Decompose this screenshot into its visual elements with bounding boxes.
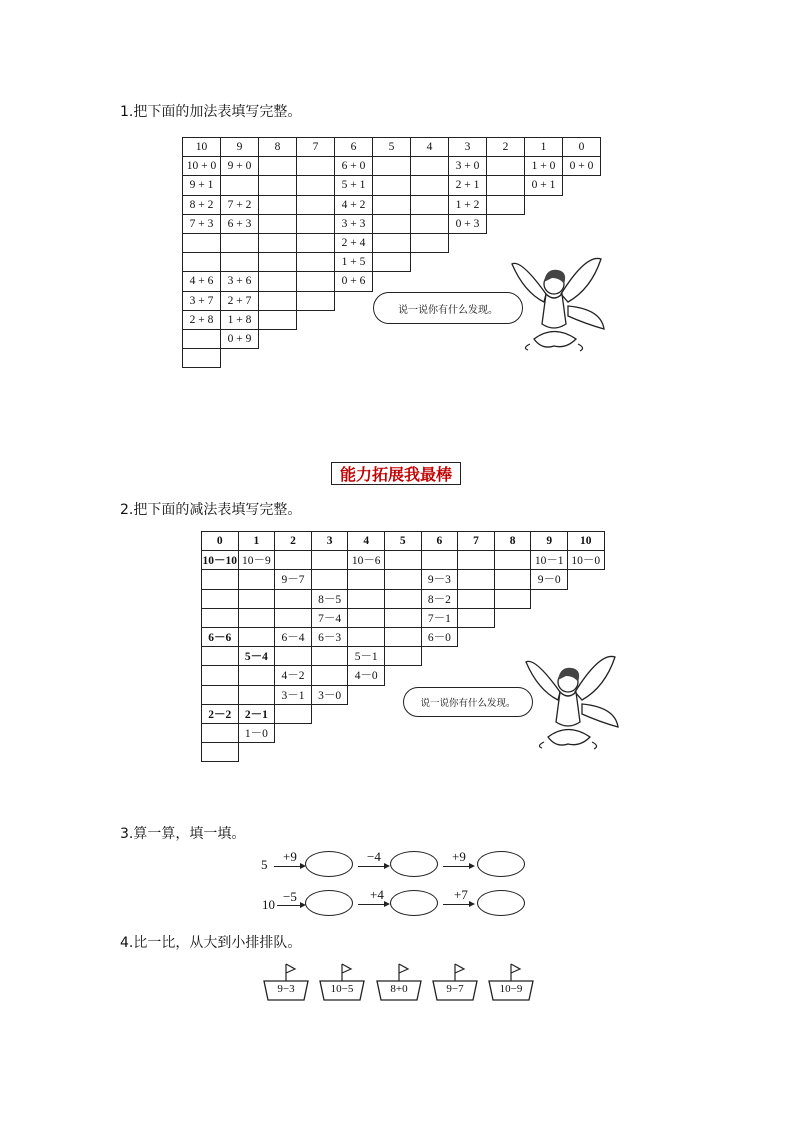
header-cell: 1: [238, 531, 276, 551]
blank-cell[interactable]: [258, 175, 297, 195]
q2-title: 2.把下面的减法表填写完整。: [120, 502, 302, 518]
table-cell: 4－2: [274, 665, 312, 685]
blank-cell[interactable]: [347, 569, 385, 589]
blank-cell[interactable]: [384, 627, 422, 647]
table-cell: 10－0: [567, 550, 605, 570]
blank-cell[interactable]: [258, 252, 297, 272]
blank-cell[interactable]: [296, 195, 335, 215]
blank-cell[interactable]: [258, 156, 297, 176]
header-cell: 4: [347, 531, 385, 551]
blank-cell[interactable]: [201, 569, 239, 589]
table-cell: 10－10: [201, 550, 239, 570]
blank-cell[interactable]: [182, 233, 221, 253]
table-cell: 3 + 6: [220, 271, 259, 291]
chain1-op3: +9: [452, 849, 466, 864]
blank-cell[interactable]: [201, 742, 239, 762]
header-cell: 10: [567, 531, 605, 551]
blank-cell[interactable]: [372, 233, 411, 253]
flag-icon: [375, 960, 423, 1004]
table-cell: 5－4: [238, 646, 276, 666]
table-cell: 1－0: [238, 723, 276, 743]
blank-cell[interactable]: [182, 348, 221, 368]
blank-cell[interactable]: [494, 569, 532, 589]
blank-cell[interactable]: [410, 233, 449, 253]
chain2-arrow3: [443, 904, 473, 905]
flag-icon: [487, 960, 535, 1004]
blank-cell[interactable]: [486, 175, 525, 195]
table-cell: 1 + 2: [448, 195, 487, 215]
blank-cell[interactable]: [296, 252, 335, 272]
blank-cell[interactable]: [238, 665, 276, 685]
table-cell: 8－2: [421, 589, 459, 609]
chain2-arrow2: [358, 904, 388, 905]
blank-cell[interactable]: [182, 252, 221, 272]
blank-cell[interactable]: [494, 550, 532, 570]
table-cell: 6 + 3: [220, 214, 259, 234]
blank-cell[interactable]: [258, 214, 297, 234]
table-cell: 5－1: [347, 646, 385, 666]
header-cell: 3: [311, 531, 349, 551]
chain2-op1: −5: [283, 889, 297, 904]
table-cell: 4－0: [347, 665, 385, 685]
blank-cell[interactable]: [296, 214, 335, 234]
table-cell: 6－3: [311, 627, 349, 647]
blank-cell[interactable]: [220, 233, 259, 253]
flag-expression: 9−7: [446, 983, 464, 995]
chain1-start: 5: [261, 857, 268, 872]
header-cell: 4: [410, 137, 449, 157]
blank-cell[interactable]: [274, 550, 312, 570]
blank-cell[interactable]: [201, 723, 239, 743]
blank-cell[interactable]: [274, 646, 312, 666]
chain1-answer3[interactable]: [477, 851, 525, 877]
blank-cell[interactable]: [238, 685, 276, 705]
blank-cell[interactable]: [457, 589, 495, 609]
table-cell: 0 + 9: [220, 329, 259, 349]
table-cell: 0 + 6: [334, 271, 373, 291]
table-cell: 3 + 7: [182, 291, 221, 311]
blank-cell[interactable]: [410, 156, 449, 176]
blank-cell[interactable]: [311, 569, 349, 589]
header-cell: 5: [372, 137, 411, 157]
blank-cell[interactable]: [201, 589, 239, 609]
blank-cell[interactable]: [410, 214, 449, 234]
table-cell: 9－7: [274, 569, 312, 589]
blank-cell[interactable]: [201, 665, 239, 685]
blank-cell[interactable]: [182, 329, 221, 349]
table-cell: 9－0: [530, 569, 568, 589]
blank-cell[interactable]: [384, 608, 422, 628]
chain2-answer2[interactable]: [390, 890, 438, 916]
flag-card[interactable]: [262, 960, 310, 1004]
blank-cell[interactable]: [384, 646, 422, 666]
flag-card[interactable]: [487, 960, 535, 1004]
blank-cell[interactable]: [457, 550, 495, 570]
flag-card[interactable]: [431, 960, 479, 1004]
header-cell: 9: [530, 531, 568, 551]
blank-cell[interactable]: [410, 175, 449, 195]
section-banner: 能力拓展我最棒: [331, 462, 461, 485]
chain1-answer1[interactable]: [305, 851, 353, 877]
table-cell: 3－1: [274, 685, 312, 705]
blank-cell[interactable]: [494, 589, 532, 609]
chain2-op2: +4: [370, 887, 384, 902]
flag-expression: 9−3: [277, 983, 295, 995]
chain2-answer3[interactable]: [477, 890, 525, 916]
blank-cell[interactable]: [311, 646, 349, 666]
table-cell: 2 + 1: [448, 175, 487, 195]
blank-cell[interactable]: [311, 550, 349, 570]
header-cell: 8: [258, 137, 297, 157]
blank-cell[interactable]: [274, 704, 312, 724]
speech-bubble-2: [403, 687, 533, 717]
chain1-op1: +9: [283, 849, 297, 864]
table-cell: 7 + 2: [220, 195, 259, 215]
table-cell: 6－6: [201, 627, 239, 647]
header-cell: 7: [457, 531, 495, 551]
bubble-text-2: 说一说你有什么发现。: [420, 698, 516, 709]
blank-cell[interactable]: [274, 589, 312, 609]
table-cell: 3 + 0: [448, 156, 487, 176]
chain1-answer2[interactable]: [390, 851, 438, 877]
fairy-illustration: [506, 254, 606, 354]
blank-cell[interactable]: [457, 608, 495, 628]
table-cell: 8－5: [311, 589, 349, 609]
blank-cell[interactable]: [347, 627, 385, 647]
blank-cell[interactable]: [296, 156, 335, 176]
table-cell: 4 + 2: [334, 195, 373, 215]
bubble-text: 说一说你有什么发现。: [398, 304, 498, 316]
table-cell: 0 + 3: [448, 214, 487, 234]
flag-expression: 8+0: [390, 983, 408, 995]
header-cell: 1: [524, 137, 563, 157]
header-cell: 8: [494, 531, 532, 551]
table-cell: 1 + 0: [524, 156, 563, 176]
blank-cell[interactable]: [296, 271, 335, 291]
blank-cell[interactable]: [238, 569, 276, 589]
table-cell: 2 + 4: [334, 233, 373, 253]
table-cell: 5 + 1: [334, 175, 373, 195]
blank-cell[interactable]: [258, 233, 297, 253]
chain2-start: 10: [262, 897, 275, 912]
chain2-answer1[interactable]: [305, 890, 353, 916]
header-cell: 5: [384, 531, 422, 551]
flag-card[interactable]: [318, 960, 366, 1004]
header-cell: 3: [448, 137, 487, 157]
header-cell: 9: [220, 137, 259, 157]
table-cell: 6 + 0: [334, 156, 373, 176]
q4-title: 4.比一比，从大到小排排队。: [120, 935, 302, 951]
table-cell: 2－2: [201, 704, 239, 724]
table-cell: 10－6: [347, 550, 385, 570]
blank-cell[interactable]: [372, 175, 411, 195]
flag-expression: 10−5: [330, 983, 354, 995]
table-cell: 2 + 7: [220, 291, 259, 311]
table-cell: 2－1: [238, 704, 276, 724]
table-cell: 3 + 3: [334, 214, 373, 234]
table-cell: 2 + 8: [182, 310, 221, 330]
blank-cell[interactable]: [238, 608, 276, 628]
header-cell: 6: [334, 137, 373, 157]
header-cell: 2: [274, 531, 312, 551]
blank-cell[interactable]: [372, 195, 411, 215]
blank-cell[interactable]: [372, 156, 411, 176]
chain1-arrow2: [358, 866, 388, 867]
blank-cell[interactable]: [347, 608, 385, 628]
blank-cell[interactable]: [201, 685, 239, 705]
blank-cell[interactable]: [258, 291, 297, 311]
blank-cell[interactable]: [220, 175, 259, 195]
table-cell: 6－4: [274, 627, 312, 647]
table-cell: 7 + 3: [182, 214, 221, 234]
chain1-op2: −4: [367, 849, 381, 864]
blank-cell[interactable]: [384, 569, 422, 589]
flag-expression: 10−9: [499, 983, 523, 995]
table-cell: 0 + 1: [524, 175, 563, 195]
fairy-illustration-2: [520, 652, 620, 752]
blank-cell[interactable]: [486, 195, 525, 215]
chain2-op3: +7: [454, 887, 468, 902]
table-cell: 7－4: [311, 608, 349, 628]
header-cell: 2: [486, 137, 525, 157]
flag-icon: [318, 960, 366, 1004]
blank-cell[interactable]: [201, 608, 239, 628]
table-cell: 8 + 2: [182, 195, 221, 215]
blank-cell[interactable]: [457, 569, 495, 589]
blank-cell[interactable]: [384, 550, 422, 570]
table-cell: 4 + 6: [182, 271, 221, 291]
header-cell: 0: [201, 531, 239, 551]
header-cell: 7: [296, 137, 335, 157]
q3-title: 3.算一算，填一填。: [120, 826, 246, 842]
blank-cell[interactable]: [220, 252, 259, 272]
flag-card[interactable]: [375, 960, 423, 1004]
table-cell: 1 + 5: [334, 252, 373, 272]
blank-cell[interactable]: [421, 550, 459, 570]
table-cell: 7－1: [421, 608, 459, 628]
blank-cell[interactable]: [238, 627, 276, 647]
table-cell: 0 + 0: [562, 156, 601, 176]
flag-icon: [262, 960, 310, 1004]
blank-cell[interactable]: [372, 214, 411, 234]
blank-cell[interactable]: [274, 608, 312, 628]
table-cell: 10－1: [530, 550, 568, 570]
table-cell: 9－3: [421, 569, 459, 589]
blank-cell[interactable]: [347, 589, 385, 609]
header-cell: 0: [562, 137, 601, 157]
chain2-arrow1: [277, 905, 304, 906]
chain1-arrow3: [443, 866, 473, 867]
table-cell: 6－0: [421, 627, 459, 647]
blank-cell[interactable]: [296, 175, 335, 195]
blank-cell[interactable]: [296, 233, 335, 253]
blank-cell[interactable]: [486, 156, 525, 176]
blank-cell[interactable]: [258, 195, 297, 215]
table-cell: 9 + 0: [220, 156, 259, 176]
q1-title: 1.把下面的加法表填写完整。: [120, 104, 302, 120]
blank-cell[interactable]: [311, 665, 349, 685]
blank-cell[interactable]: [258, 271, 297, 291]
blank-cell[interactable]: [258, 310, 297, 330]
header-cell: 10: [182, 137, 221, 157]
blank-cell[interactable]: [296, 291, 335, 311]
blank-cell[interactable]: [410, 195, 449, 215]
table-cell: 10－9: [238, 550, 276, 570]
table-cell: 10 + 0: [182, 156, 221, 176]
blank-cell[interactable]: [201, 646, 239, 666]
table-cell: 1 + 8: [220, 310, 259, 330]
blank-cell[interactable]: [384, 589, 422, 609]
table-cell: 9 + 1: [182, 175, 221, 195]
blank-cell[interactable]: [238, 589, 276, 609]
table-cell: 3－0: [311, 685, 349, 705]
speech-bubble: [373, 292, 523, 324]
chain1-arrow1: [274, 866, 304, 867]
blank-cell[interactable]: [372, 252, 411, 272]
header-cell: 6: [421, 531, 459, 551]
flag-icon: [431, 960, 479, 1004]
